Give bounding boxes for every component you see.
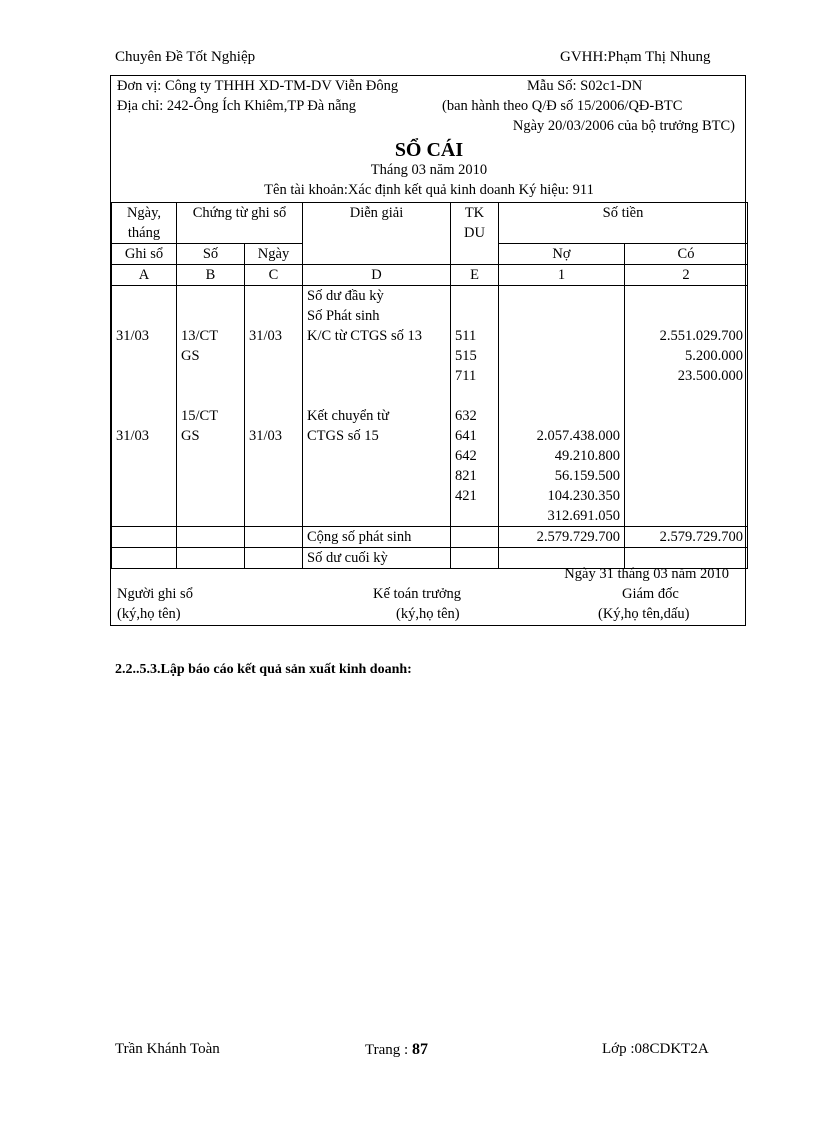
total-label: Cộng số phát sinh xyxy=(303,527,451,548)
ledger-frame xyxy=(110,75,746,626)
entry1-credit: 2.551.029.700 xyxy=(659,328,743,344)
unit-name: Đơn vị: Công ty THHH XD-TM-DV Viễn Đông xyxy=(117,78,399,94)
entry2-voucher: 15/CT GS xyxy=(181,408,218,444)
recorder-note: (ký,họ tên) xyxy=(117,606,181,622)
entry1-credit: 23.500.000 xyxy=(677,368,743,384)
voucher-date-cell xyxy=(245,286,303,527)
director-label: Giám đốc xyxy=(622,586,679,602)
recorder-label: Người ghi sổ xyxy=(117,586,193,602)
debit-cell xyxy=(499,286,625,527)
code-row xyxy=(112,265,748,286)
description-cell xyxy=(303,286,451,527)
chief-accountant-note: (ký,họ tên) xyxy=(396,606,460,622)
director-note: (Ký,họ tên,dấu) xyxy=(598,606,690,622)
header-left: Chuyên Đề Tốt Nghiệp xyxy=(115,49,256,65)
col-no-header: Nợ xyxy=(499,244,625,265)
code-cell: 1 xyxy=(499,265,625,286)
voucher-cell xyxy=(177,286,245,527)
col-so-header: Số xyxy=(177,244,245,265)
entry1-account: 515 xyxy=(455,348,477,364)
credit-cell xyxy=(625,286,748,527)
entry2-debit: 2.057.438.000 xyxy=(536,428,620,444)
opening-balance: Số dư đầu kỳ xyxy=(307,288,384,304)
col-date2-header: Ghi sổ xyxy=(112,244,177,265)
chief-accountant-label: Kế toán trưởng xyxy=(373,586,462,602)
entry1-account: 711 xyxy=(455,368,477,384)
entry1-credit: 5.200.000 xyxy=(685,348,743,364)
entry2-date: 31/03 xyxy=(116,428,150,444)
date-cell xyxy=(112,286,177,527)
entry2-account: 641 xyxy=(455,428,477,444)
total-row xyxy=(112,527,748,548)
col-ngay-header: Ngày xyxy=(245,244,303,265)
entry2-debit: 49.210.800 xyxy=(554,448,620,464)
unit-address: Địa chỉ: 242-Ông Ích Khiêm,TP Đà nẵng xyxy=(117,98,357,114)
col-tk-header: TK DU xyxy=(451,203,499,265)
signature-date: Ngày 31 tháng 03 năm 2010 xyxy=(564,566,729,582)
col-co-header: Có xyxy=(625,244,748,265)
entry1-vdate: 31/03 xyxy=(249,328,283,344)
issued-by: (ban hành theo Q/Đ số 15/2006/QĐ-BTC xyxy=(442,98,683,114)
ledger-table xyxy=(111,202,748,569)
footer-author: Trần Khánh Toàn xyxy=(115,1041,220,1057)
entry2-debit: 312.691.050 xyxy=(547,508,620,524)
account-name: Tên tài khoản:Xác định kết quả kinh doanh Ký hiệu: 911 xyxy=(264,182,594,198)
ledger-period: Tháng 03 năm 2010 xyxy=(370,162,488,178)
header-right: GVHH:Phạm Thị Nhung xyxy=(560,49,711,65)
ledger-title: SỔ CÁI xyxy=(394,139,464,161)
page-number: 87 xyxy=(411,1041,428,1058)
col-voucher-header: Chứng từ ghi sổ xyxy=(177,203,303,244)
entry2-account: 421 xyxy=(455,488,477,504)
closing-label: Số dư cuối kỳ xyxy=(303,548,451,569)
code-cell: E xyxy=(451,265,499,286)
col-date-header: Ngày, tháng xyxy=(112,203,177,244)
entry2-account: 821 xyxy=(455,468,477,484)
issued-date: Ngày 20/03/2006 của bộ trưởng BTC) xyxy=(512,118,735,134)
arising-label: Số Phát sinh xyxy=(307,308,380,324)
total-credit: 2.579.729.700 xyxy=(625,527,748,548)
code-cell: A xyxy=(112,265,177,286)
form-number: Mẫu Số: S02c1-DN xyxy=(527,78,643,94)
footer-page-label xyxy=(365,1041,428,1059)
code-cell: 2 xyxy=(625,265,748,286)
code-cell: B xyxy=(177,265,245,286)
entry2-vdate: 31/03 xyxy=(249,428,283,444)
code-cell: D xyxy=(303,265,451,286)
table-body-row xyxy=(112,286,748,527)
total-debit: 2.579.729.700 xyxy=(499,527,625,548)
entry2-account: 642 xyxy=(455,448,477,464)
section-heading: 2.2..5.3.Lập báo cáo kết quả sản xuất kinh doanh: xyxy=(115,662,412,677)
entry1-desc: K/C từ CTGS số 13 xyxy=(307,328,423,344)
col-desc-header: Diễn giải xyxy=(303,203,451,265)
entry2-desc: Kết chuyển từ CTGS số 15 xyxy=(307,408,389,444)
footer-class: Lớp :08CDKT2A xyxy=(602,1041,709,1057)
entry1-voucher: 13/CT GS xyxy=(181,328,218,364)
entry1-account: 511 xyxy=(455,328,477,344)
entry1-date: 31/03 xyxy=(116,328,150,344)
col-amount-header: Số tiền xyxy=(499,203,748,244)
entry2-account: 632 xyxy=(455,408,477,424)
account-cell xyxy=(451,286,499,527)
entry2-debit: 56.159.500 xyxy=(554,468,620,484)
code-cell: C xyxy=(245,265,303,286)
entry2-debit: 104.230.350 xyxy=(547,488,620,504)
page-label: Trang : xyxy=(365,1042,409,1058)
